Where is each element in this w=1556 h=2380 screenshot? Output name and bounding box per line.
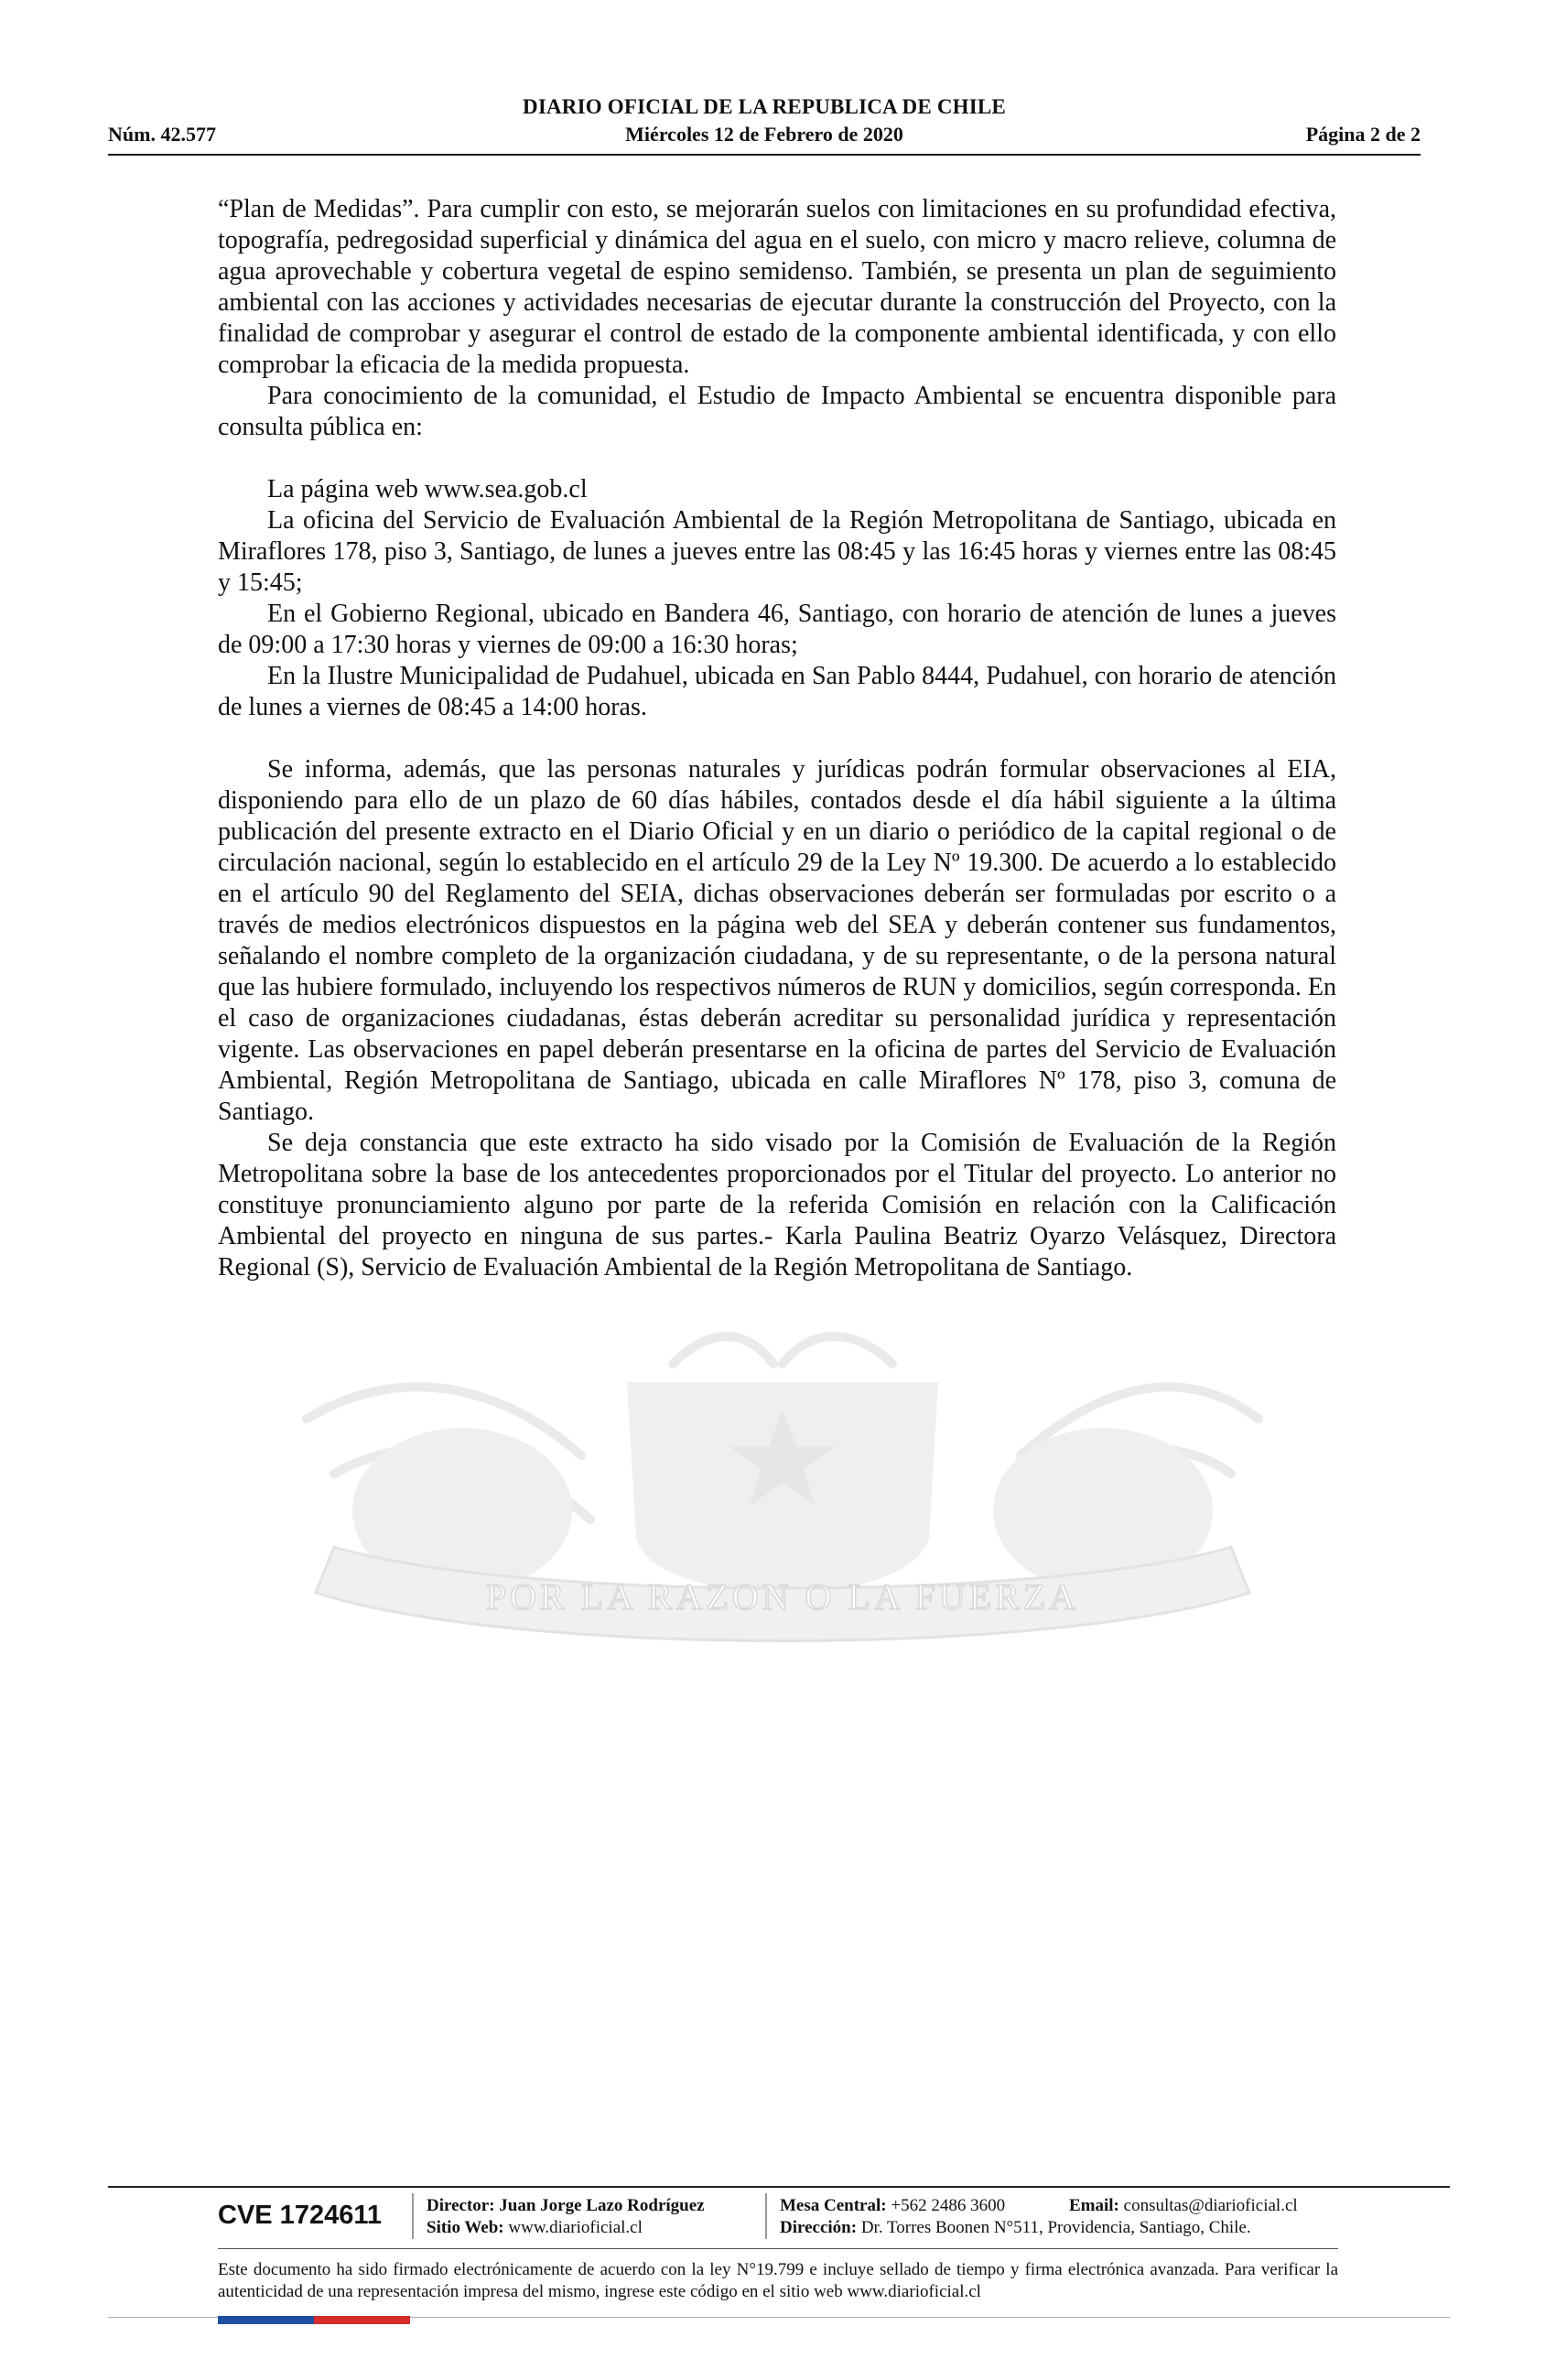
footer-divider-mid (218, 2248, 1338, 2249)
mesa-label: Mesa Central: (780, 2196, 887, 2215)
address-label: Dirección: (780, 2218, 858, 2237)
publication-title: DIARIO OFICIAL DE LA REPUBLICA DE CHILE (523, 95, 1006, 118)
paragraph-constancia: Se deja constancia que este extracto ha sido visado por la Comisión de Evaluación de la Región Metropolitana sobre la base de los antecedentes proporcionados por el Titular del proyecto. Lo anterior no constituye pronunciamiento alguno por parte de la referida Comisión en relación con la Calificación Ambiental del proyecto en ninguna de sus partes.- Karla Paulina Beatriz Oyarzo Velásquez, Directora Regional (S), Servicio de Evaluación Ambiental de la Región Metropolitana de Santiago. (218, 1129, 1336, 1282)
flag-stripe-blue (218, 2316, 314, 2324)
location-gobierno-regional: En el Gobierno Regional, ubicado en Bandera 46, Santiago, con horario de atención de lunes a jueves de 09:00 a 17:30 horas y viernes de 09:00 a 16:30 horas; (218, 600, 1336, 659)
footer-divider-top (108, 2186, 1450, 2188)
site-label: Sitio Web: (427, 2218, 504, 2237)
flag-stripe (218, 2316, 410, 2324)
mesa-phone: +562 2486 3600 (891, 2196, 1006, 2215)
email-label: Email: (1069, 2196, 1119, 2215)
page-number: Página 2 de 2 (1305, 123, 1421, 146)
director-label: Director: (427, 2196, 495, 2215)
director-name: Juan Jorge Lazo Rodríguez (499, 2196, 705, 2215)
article-body (218, 194, 1336, 1283)
paragraph-plan-de-medidas: “Plan de Medidas”. Para cumplir con esto, se mejorarán suelos con limitaciones en su profundidad efectiva, topografía, pedregosidad superficial y dinámica del agua en el suelo, con micro y macro relieve, columna de agua aprovechable y cobertura vegetal de espino semidenso. También, se presenta un plan de seguimiento ambiental con las acciones y actividades necesarias de ejecutar durante la construcción del Proyecto, con la finalidad de comprobar y asegurar el control de estado de la componente ambiental identificada, y con ello comprobar la eficacia de la medida propuesta. (218, 195, 1336, 379)
location-sea-office: La oficina del Servicio de Evaluación Ambiental de la Región Metropolitana de Santiago, ubicada en Miraflores 178, piso 3, Santiago, de lunes a jueves entre las 08:45 y las 16:45 horas y viernes entre las 08:45 y 15:45; (218, 506, 1336, 597)
site-link[interactable]: www.diarioficial.cl (508, 2218, 643, 2237)
footer-director-block (427, 2195, 705, 2239)
footer-email-block (1069, 2195, 1298, 2217)
cve-code: CVE 1724611 (218, 2201, 382, 2230)
publication-date: Miércoles 12 de Febrero de 2020 (625, 123, 903, 146)
legal-notice: Este documento ha sido firmado electrónicamente de acuerdo con la ley N°19.799 e incluye sellado de tiempo y firma electrónica avanzada. Para verificar la autenticidad de una representación impresa del mismo, ingrese este código en el sitio web www.diarioficial.cl (218, 2260, 1338, 2301)
footer-separator (412, 2193, 414, 2239)
location-website: La página web www.sea.gob.cl (267, 475, 588, 503)
email-link[interactable]: consultas@diarioficial.cl (1123, 2196, 1298, 2215)
footer-separator (765, 2193, 767, 2239)
watermark-motto: POR LA RAZON O LA FUERZA (485, 1576, 1080, 1617)
header-divider (108, 154, 1421, 156)
page-header (108, 92, 1421, 156)
address-text: Dr. Torres Boonen N°511, Providencia, Santiago, Chile. (860, 2218, 1251, 2237)
coat-of-arms-watermark (197, 1309, 1359, 1693)
paragraph-consulta-publica: Para conocimiento de la comunidad, el Estudio de Impacto Ambiental se encuentra disponible para consulta pública en: (218, 382, 1336, 441)
paragraph-observaciones: Se informa, además, que las personas naturales y jurídicas podrán formular observaciones al EIA, disponiendo para ello de un plazo de 60 días hábiles, contados desde el día hábil siguiente a la última publicación del presente extracto en el Diario Oficial y en un diario o periódico de la capital regional o de circulación nacional, según lo establecido en el artículo 29 de la Ley Nº 19.300. De acuerdo a lo establecido en el artículo 90 del Reglamento del SEIA, dichas observaciones deberán ser formuladas por escrito o a través de medios electrónicos dispuestos en la página web del SEA y deberán contener sus fundamentos, señalando el nombre completo de la organización ciudadana, y de su representante, o de la persona natural que las hubiere formulado, incluyendo los respectivos números de RUN y domicilios, según corresponda. En el caso de organizaciones ciudadanas, éstas deberán acreditar su personalidad jurídica y representación vigente. Las observaciones en papel deberán presentarse en la oficina de partes del Servicio de Evaluación Ambiental, Región Metropolitana de Santiago, ubicada en calle Miraflores Nº 178, piso 3, comuna de Santiago. (218, 755, 1336, 1126)
location-municipalidad-pudahuel: En la Ilustre Municipalidad de Pudahuel, ubicada en San Pablo 8444, Pudahuel, con horario de atención de lunes a viernes de 08:45 a 14:00 horas. (218, 662, 1336, 721)
flag-stripe-red (314, 2316, 410, 2324)
issue-number: Núm. 42.577 (108, 123, 216, 146)
